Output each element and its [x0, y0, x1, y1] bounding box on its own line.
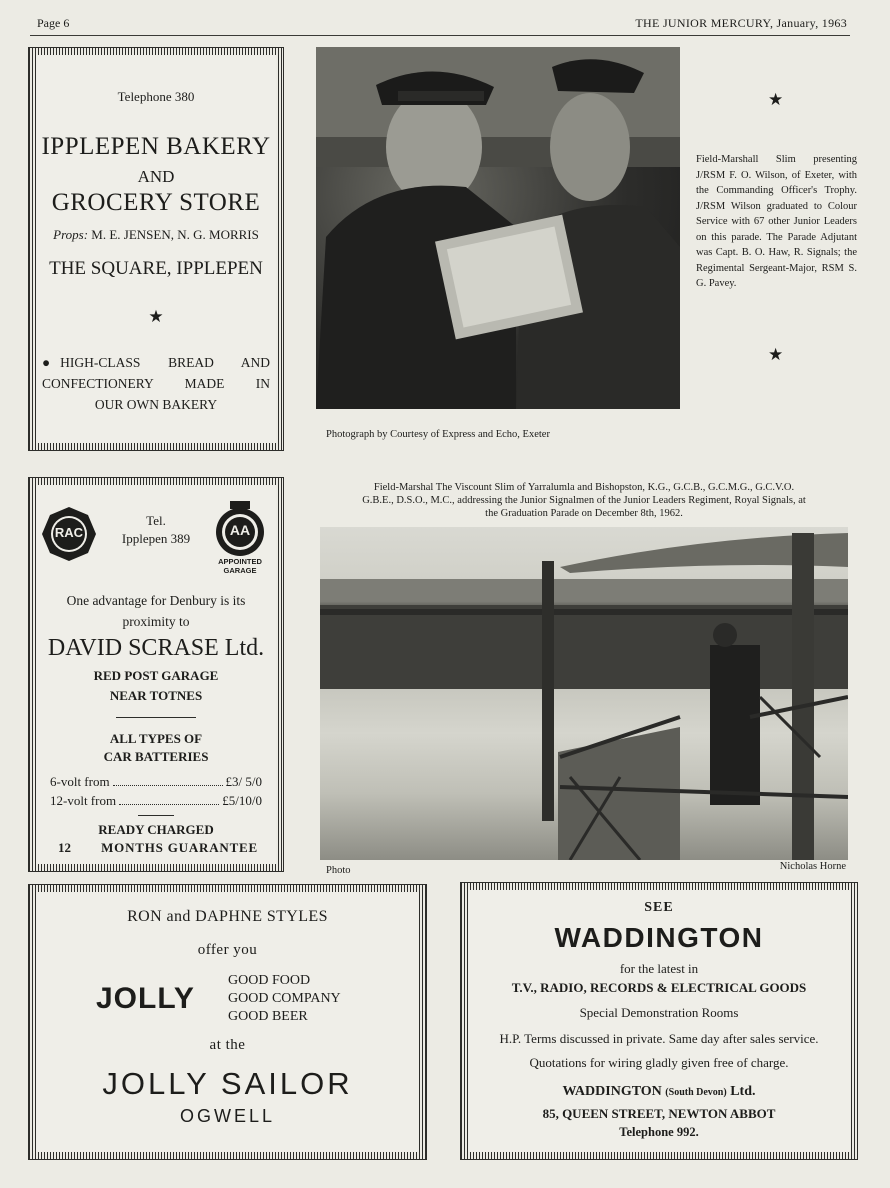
price-row-6v: [50, 772, 262, 791]
garage-location: NEAR TOTNES: [109, 688, 203, 703]
price-6v-label: 6-volt from: [50, 774, 110, 789]
page-number: Page 6: [37, 16, 70, 30]
jolly-at-the: at the: [209, 1037, 246, 1053]
bakery-name: IPPLEPEN BAKERY: [41, 133, 271, 160]
publication-title: THE JUNIOR MERCURY, January, 1963: [635, 16, 847, 30]
wadd-see: SEE: [644, 900, 674, 915]
wadd-name: WADDINGTON: [554, 922, 764, 953]
trophy-photo-caption: Field-Marshall Slim presenting J/RSM F. O. Wilson, of Exeter, with the Commanding Officer's Trophy. J/RSM Wilson graduated to Colour Service with 67 other Junior Leaders on this parade. The Parade Adjutant was Capt. B. O. Haw, R. Signals; the Regimental Sergeant-Major, RSM S. G. Pavey.: [696, 154, 857, 290]
desc-line-2: CONFECTIONERY MADE IN: [42, 376, 270, 391]
price-12v-label: 12-volt from: [50, 793, 117, 808]
garage-name: RED POST GARAGE: [93, 668, 219, 683]
garage-tel-label: Tel.: [146, 513, 166, 528]
divider: [116, 717, 196, 718]
wadd-for-latest: for the latest in: [619, 961, 699, 976]
props-label: Props:: [53, 227, 89, 242]
aa-logo-text: AA: [229, 522, 251, 538]
props-names: M. E. JENSEN, N. G. MORRIS: [91, 227, 259, 242]
guarantee-months-number: 12: [58, 840, 71, 855]
wadd-region: (South Devon): [665, 1087, 727, 1098]
star-icon: ★: [768, 90, 784, 109]
jolly-hosts: RON and DAPHNE STYLES: [127, 908, 328, 925]
price-6v: £3/ 5/0: [225, 774, 262, 789]
photo2-credit-left: Photo: [326, 865, 351, 876]
wadd-quotes: Quotations for wiring gladly given free of charge.: [529, 1055, 789, 1070]
price-row-12v: [50, 791, 262, 810]
aa-garage: GARAGE: [223, 566, 257, 575]
battery-types-1: ALL TYPES OF: [109, 731, 203, 746]
garage-advantage-1: One advantage for Denbury is its: [66, 593, 246, 608]
caption-line-2: G.B.E., D.S.O., M.C., addressing the Junior Signalmen of the Junior Leaders Regiment, Royal Signals, at: [362, 495, 806, 507]
aa-logo: [210, 499, 270, 577]
price-12v: £5/10/0: [222, 793, 262, 808]
star-icon: ★: [768, 345, 784, 364]
garage-advantage-2: proximity to: [122, 614, 190, 629]
desc-line-1: [42, 352, 270, 373]
rac-logo-text: RAC: [54, 525, 84, 540]
garage-company: DAVID SCRASE Ltd.: [47, 635, 265, 661]
caption-line-3: the Graduation Parade on December 8th, 1962.: [485, 508, 683, 520]
waddington-advertisement: [461, 883, 857, 1159]
header-rule: [30, 35, 850, 36]
graduation-parade-photo: [320, 527, 848, 860]
bullet-icon: ●: [42, 355, 51, 370]
jolly-sailor-name: JOLLY SAILOR: [102, 1066, 353, 1101]
guarantee: [58, 840, 258, 856]
jolly-sailor-advertisement: [29, 885, 426, 1159]
garage-advertisement: [29, 478, 283, 871]
battery-types-2: CAR BATTERIES: [103, 749, 209, 764]
jolly-offer: offer you: [197, 942, 258, 958]
good-food: GOOD FOOD: [228, 973, 311, 988]
bakery-address: THE SQUARE, IPPLEPEN: [49, 258, 263, 279]
bakery-description: [42, 352, 270, 415]
parade-photo-caption: [320, 481, 848, 520]
wadd-hp-terms: H.P. Terms discussed in private. Same day after sales service.: [499, 1031, 819, 1046]
aa-appointed: APPOINTED: [218, 557, 262, 566]
divider-short: [138, 815, 174, 816]
bakery-and: AND: [137, 167, 175, 186]
wadd-goods: T.V., RADIO, RECORDS & ELECTRICAL GOODS: [511, 980, 807, 995]
trophy-presentation-photo: [316, 47, 680, 409]
bakery-advertisement: [29, 48, 283, 450]
good-company: GOOD COMPANY: [228, 991, 341, 1006]
caption-line-1: Field-Marshal The Viscount Slim of Yarralumla and Bishopston, K.G., G.C.B., G.C.M.G., G.C.V.O.: [373, 482, 795, 493]
bakery-proprietors: [36, 227, 276, 243]
jolly-word: JOLLY: [96, 982, 195, 1015]
wadd-company-line: [468, 1084, 850, 1100]
wadd-phone: Telephone 992.: [619, 1125, 699, 1139]
jolly-goods: [228, 972, 341, 1026]
wadd-address: 85, QUEEN STREET, NEWTON ABBOT: [542, 1106, 776, 1121]
guarantee-text: MONTHS GUARANTEE: [101, 840, 258, 855]
battery-price-list: [50, 772, 262, 810]
bakery-telephone: Telephone 380: [117, 89, 195, 104]
jolly-place: OGWELL: [179, 1106, 276, 1126]
desc-text-1: HIGH-CLASS BREAD AND: [60, 355, 270, 370]
star-icon: ★: [148, 307, 164, 326]
ready-charged: READY CHARGED: [98, 822, 214, 837]
aa-appointed-garage: [210, 557, 270, 575]
wadd-company: WADDINGTON: [562, 1084, 662, 1099]
wadd-ltd: Ltd.: [730, 1084, 756, 1099]
desc-line-3: OUR OWN BAKERY: [94, 397, 218, 412]
garage-tel-number: Ipplepen 389: [121, 531, 191, 546]
good-beer: GOOD BEER: [228, 1009, 308, 1024]
photo2-credit-right: Nicholas Horne: [779, 861, 846, 872]
photo1-credit: Photograph by Courtesy of Express and Echo, Exeter: [326, 429, 550, 440]
wadd-demo: Special Demonstration Rooms: [579, 1005, 739, 1020]
grocery-store: GROCERY STORE: [51, 189, 261, 216]
